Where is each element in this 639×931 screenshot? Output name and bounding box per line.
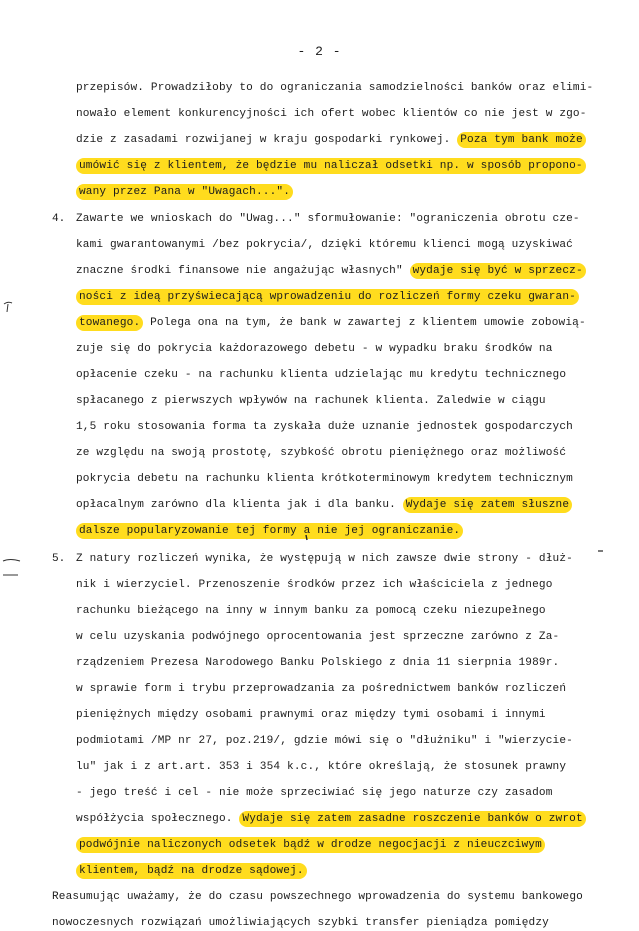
text-line: w celu uzyskania podwójnego oprocentowania jest sprzeczne zarówno z Za- [76, 631, 560, 643]
highlighted-text: wany przez Pana w "Uwagach...". [76, 184, 293, 200]
text-line: nowoczesnych rozwiązań umożliwiających szybki transfer pieniądza pomiędzy [52, 917, 549, 929]
text-line: Z natury rozliczeń wynika, że występują w nich zawsze dwie strony - dłuż- [76, 553, 573, 565]
text-line: opłacenie czeku - na rachunku klienta udzielając mu kredytu technicznego [76, 369, 567, 381]
text-line [76, 811, 586, 827]
highlighted-text: ności z ideą przyświecającą wprowadzeniu do rozliczeń formy czeku gwaran- [76, 289, 579, 305]
text-line [76, 497, 572, 513]
highlighted-text: Poza tym bank może [457, 132, 586, 148]
pen-dot-mark [596, 548, 606, 554]
highlighted-text: towanego. [76, 315, 143, 331]
margin-pen-mark [2, 300, 14, 314]
highlighted-text: podwójnie naliczonych odsetek bądź w drodze negocjacji z nieuczciwym [76, 837, 545, 853]
text-line: - jego treść i cel - nie może sprzeciwiać się jego naturze czy zasadom [76, 787, 553, 799]
text-line: kami gwarantowanymi /bez pokrycia/, dzięki któremu klienci mogą uzyskiwać [76, 239, 573, 251]
highlighted-text: umówić się z klientem, że będzie mu naliczał odsetki np. w sposób propono- [76, 158, 586, 174]
margin-pen-mark [2, 555, 22, 579]
text-line: przepisów. Prowadziłoby to do ograniczania samodzielności banków oraz elimi- [76, 82, 594, 94]
text-line: w sprawie form i trybu przeprowadzania za pośrednictwem banków rozliczeń [76, 683, 567, 695]
text-segment: Polega ona na tym, że bank w zawartej z klientem umowie zobowią- [143, 317, 586, 329]
text-line [76, 263, 586, 279]
text-segment: współżycia społecznego. [76, 813, 240, 825]
text-line [76, 158, 586, 174]
text-line [76, 315, 586, 331]
text-line [76, 837, 545, 853]
item-number: 4. [52, 213, 66, 225]
text-segment: znaczne środki finansowe nie angażując własnych" [76, 265, 410, 277]
text-segment: opłacalnym zarówno dla klienta jak i dla banku. [76, 499, 403, 511]
text-line: rachunku bieżącego na inny w innym banku za pomocą czeku niezupełnego [76, 605, 546, 617]
text-line: Zawarte we wnioskach do "Uwag..." sformułowanie: "ograniczenia obrotu cze- [76, 213, 580, 225]
text-line: spłacanego z pierwszych wpływów na rachunek klienta. Zaledwie w ciągu [76, 395, 546, 407]
text-line: podmiotami /MP nr 27, poz.219/, gdzie mówi się o "dłużniku" i "wierzycie- [76, 735, 573, 747]
highlighted-text: Wydaje się zatem słuszne [403, 497, 572, 513]
text-line: lu" jak i z art.art. 353 i 354 k.c., które określają, że stosunek prawny [76, 761, 567, 773]
highlighted-text: Wydaje się zatem zasadne roszczenie banków o zwrot [239, 811, 585, 827]
text-segment: dzie z zasadami rozwijanej w kraju gospodarki rynkowej. [76, 134, 458, 146]
text-line [76, 289, 579, 305]
highlighted-text: klientem, bądź na drodze sądowej. [76, 863, 307, 879]
item-number: 5. [52, 553, 66, 565]
highlighted-text: wydaje się być w sprzecz- [410, 263, 586, 279]
text-line [76, 132, 586, 148]
text-line: zuje się do pokrycia każdorazowego debetu - w wypadku braku środków na [76, 343, 553, 355]
text-line [76, 863, 307, 879]
text-line [76, 184, 293, 200]
pen-dot-mark [303, 534, 311, 542]
text-line: Reasumując uważamy, że do czasu powszechnego wprowadzenia do systemu bankowego [52, 891, 583, 903]
highlighted-text: dalsze popularyzowanie tej formy a nie jej ograniczanie. [76, 523, 463, 539]
text-line [76, 523, 463, 539]
text-line: nowało element konkurencyjności ich ofert wobec klientów co nie jest w zgo- [76, 108, 587, 120]
text-line: rządzeniem Prezesa Narodowego Banku Polskiego z dnia 11 sierpnia 1989r. [76, 657, 560, 669]
text-line: 1,5 roku stosowania forma ta zyskała duże uznanie jednostek gospodarczych [76, 421, 573, 433]
text-line: pokrycia debetu na rachunku klienta krótkoterminowym kredytem technicznym [76, 473, 573, 485]
text-line: pieniężnych między osobami prawnymi oraz między tymi osobami i innymi [76, 709, 546, 721]
text-line: ze względu na swoją prostotę, szybkość obrotu pieniężnego oraz możliwość [76, 447, 567, 459]
text-line: nik i wierzyciel. Przenoszenie środków przez ich właściciela z jednego [76, 579, 553, 591]
page-number: - 2 - [297, 44, 342, 59]
